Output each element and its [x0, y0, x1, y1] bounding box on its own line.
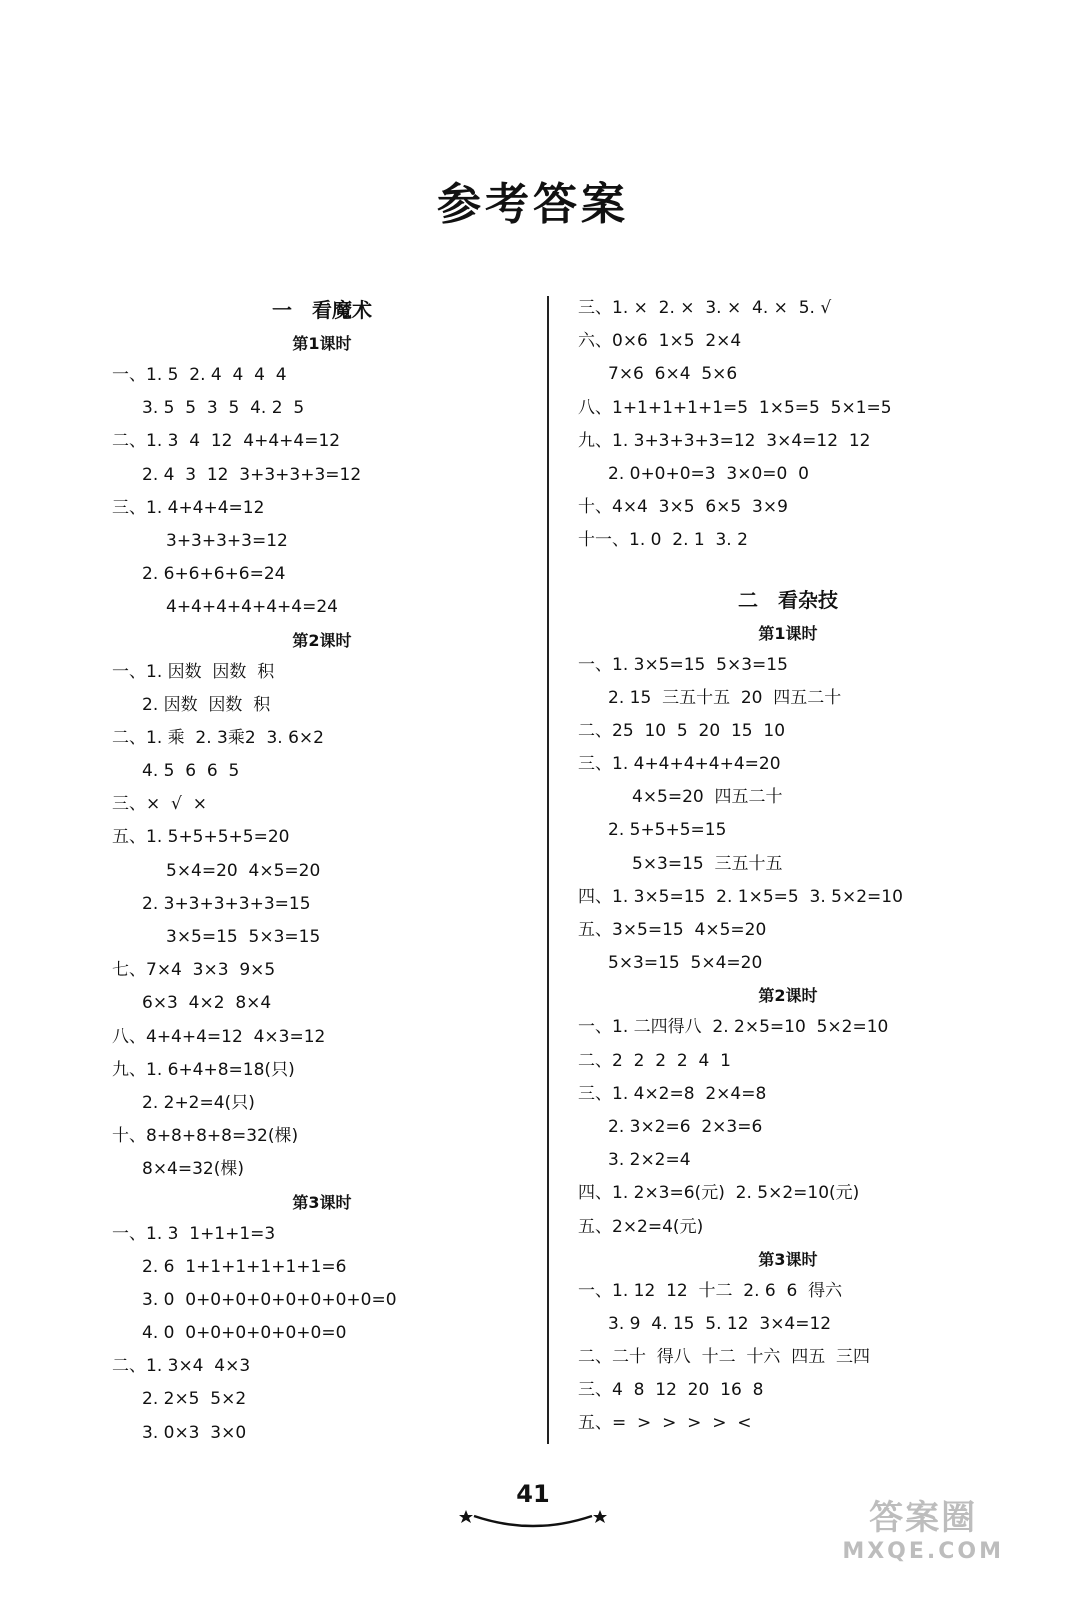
section-title: 二 看杂技 — [738, 587, 838, 612]
left-column — [112, 292, 532, 1450]
section-spacer — [578, 558, 998, 582]
section-title: 一 看魔术 — [272, 298, 372, 322]
answer-line: 5×3=15 三五十五 — [632, 853, 783, 874]
answer-line: 五、3×5=15 4×5=20 — [578, 920, 767, 940]
column-divider — [547, 296, 549, 1444]
answer-line: 五、= > > > > < — [578, 1413, 752, 1434]
answer-line: 七、7×4 3×3 9×5 — [112, 960, 276, 981]
answer-line: 2. 2+2=4(只) — [142, 1092, 255, 1113]
answer-line: 二、二十 得八 十二 十六 四五 三四 — [578, 1347, 871, 1368]
answer-line: 九、1. 6+4+8=18(只) — [112, 1059, 295, 1080]
answer-line: 三、1. 4+4+4=12 — [112, 497, 265, 518]
answer-line: 十、4×4 3×5 6×5 3×9 — [578, 497, 788, 518]
answer-line: 2. 3×2=6 2×3=6 — [608, 1116, 763, 1137]
answer-line: 7×6 6×4 5×6 — [608, 364, 738, 385]
answer-line: 3. 9 4. 15 5. 12 3×4=12 — [608, 1313, 832, 1334]
answer-line: 3. 0 0+0+0+0+0+0+0+0=0 — [142, 1289, 397, 1310]
answer-line: 4+4+4+4+4+4=24 — [166, 597, 338, 618]
answer-line: 2. 2×5 5×2 — [142, 1389, 247, 1410]
right-column — [578, 292, 998, 1441]
answer-line: 二、1. 乘 2. 3乘2 3. 6×2 — [112, 727, 324, 748]
answer-line: 一、1. 3×5=15 5×3=15 — [578, 654, 788, 675]
answer-line: 一、1. 二四得八 2. 2×5=10 5×2=10 — [578, 1017, 889, 1038]
answer-line: 2. 0+0+0=3 3×0=0 0 — [608, 463, 809, 484]
answer-line: 三、1. 4+4+4+4+4=20 — [578, 754, 781, 775]
answer-line: 三、× √ × — [112, 794, 207, 815]
answer-line: 二、1. 3×4 4×3 — [112, 1356, 251, 1377]
answer-line: 十、8+8+8+8=32(棵) — [112, 1126, 299, 1147]
watermark — [842, 1490, 1004, 1564]
answer-line: 六、0×6 1×5 2×4 — [578, 331, 742, 352]
answer-line: 九、1. 3+3+3+3=12 3×4=12 12 — [578, 430, 871, 451]
answer-line: 三、4 8 12 20 16 8 — [578, 1380, 764, 1401]
answer-line: 十一、1. 0 2. 1 3. 2 — [578, 530, 748, 551]
lesson-title: 第2课时 — [292, 630, 352, 650]
lesson-title: 第3课时 — [758, 1249, 818, 1269]
answer-line: 4. 5 6 6 5 — [142, 761, 240, 782]
answer-line: 一、1. 因数 因数 积 — [112, 661, 275, 682]
answer-line: 五、1. 5+5+5+5=20 — [112, 827, 290, 848]
answer-line: 2. 3+3+3+3+3=15 — [142, 893, 311, 914]
answer-line: 3+3+3+3=12 — [166, 530, 288, 551]
answer-line: 2. 6+6+6+6=24 — [142, 564, 286, 585]
lesson-title: 第3课时 — [292, 1192, 352, 1212]
answer-line: 一、1. 5 2. 4 4 4 4 — [112, 365, 287, 385]
page-title: 参考答案 — [437, 179, 629, 230]
answer-line: 2. 因数 因数 积 — [142, 694, 271, 715]
page-number: 41 — [516, 1480, 550, 1508]
answer-line: 一、1. 12 12 十二 2. 6 6 得六 — [578, 1280, 843, 1301]
answer-line: 3. 5 5 3 5 4. 2 5 — [142, 398, 305, 419]
lesson-title: 第2课时 — [758, 986, 818, 1006]
answer-line: 四、1. 3×5=15 2. 1×5=5 3. 5×2=10 — [578, 886, 903, 907]
watermark-url: MXQE.COM — [842, 1539, 1004, 1564]
watermark-logo: 答案圈 — [869, 1498, 978, 1538]
answer-line: 2. 6 1+1+1+1+1+1=6 — [142, 1256, 347, 1277]
answer-line: 八、4+4+4=12 4×3=12 — [112, 1026, 326, 1047]
answer-line: 一、1. 3 1+1+1=3 — [112, 1223, 276, 1244]
answer-line: 二、2 2 2 2 4 1 — [578, 1050, 731, 1071]
answer-line: 6×3 4×2 8×4 — [142, 993, 272, 1014]
answer-line: 三、1. × 2. × 3. × 4. × 5. √ — [578, 298, 832, 318]
answer-line: 二、1. 3 4 12 4+4+4=12 — [112, 431, 341, 452]
answer-line: 2. 4 3 12 3+3+3+3=12 — [142, 464, 362, 485]
answer-line: 4. 0 0+0+0+0+0+0=0 — [142, 1323, 347, 1344]
answer-line: 3×5=15 5×3=15 — [166, 927, 321, 947]
answer-line: 2. 5+5+5=15 — [608, 820, 727, 841]
answer-line: 二、25 10 5 20 15 10 — [578, 720, 786, 741]
answer-line: 4×5=20 四五二十 — [632, 787, 783, 808]
answer-line: 3. 0×3 3×0 — [142, 1422, 247, 1443]
answer-line: 八、1+1+1+1+1=5 1×5=5 5×1=5 — [578, 397, 892, 418]
answer-line: 8×4=32(棵) — [142, 1159, 245, 1180]
answer-line: 5×4=20 4×5=20 — [166, 860, 321, 881]
answer-line: 四、1. 2×3=6(元) 2. 5×2=10(元) — [578, 1183, 860, 1204]
answer-line: 2. 15 三五十五 20 四五二十 — [608, 687, 842, 708]
answer-line: 三、1. 4×2=8 2×4=8 — [578, 1083, 767, 1104]
lesson-title: 第1课时 — [758, 623, 818, 643]
answer-line: 3. 2×2=4 — [608, 1150, 691, 1171]
answer-line: 五、2×2=4(元) — [578, 1216, 704, 1237]
lesson-title: 第1课时 — [292, 334, 352, 353]
answer-line: 5×3=15 5×4=20 — [608, 953, 763, 974]
